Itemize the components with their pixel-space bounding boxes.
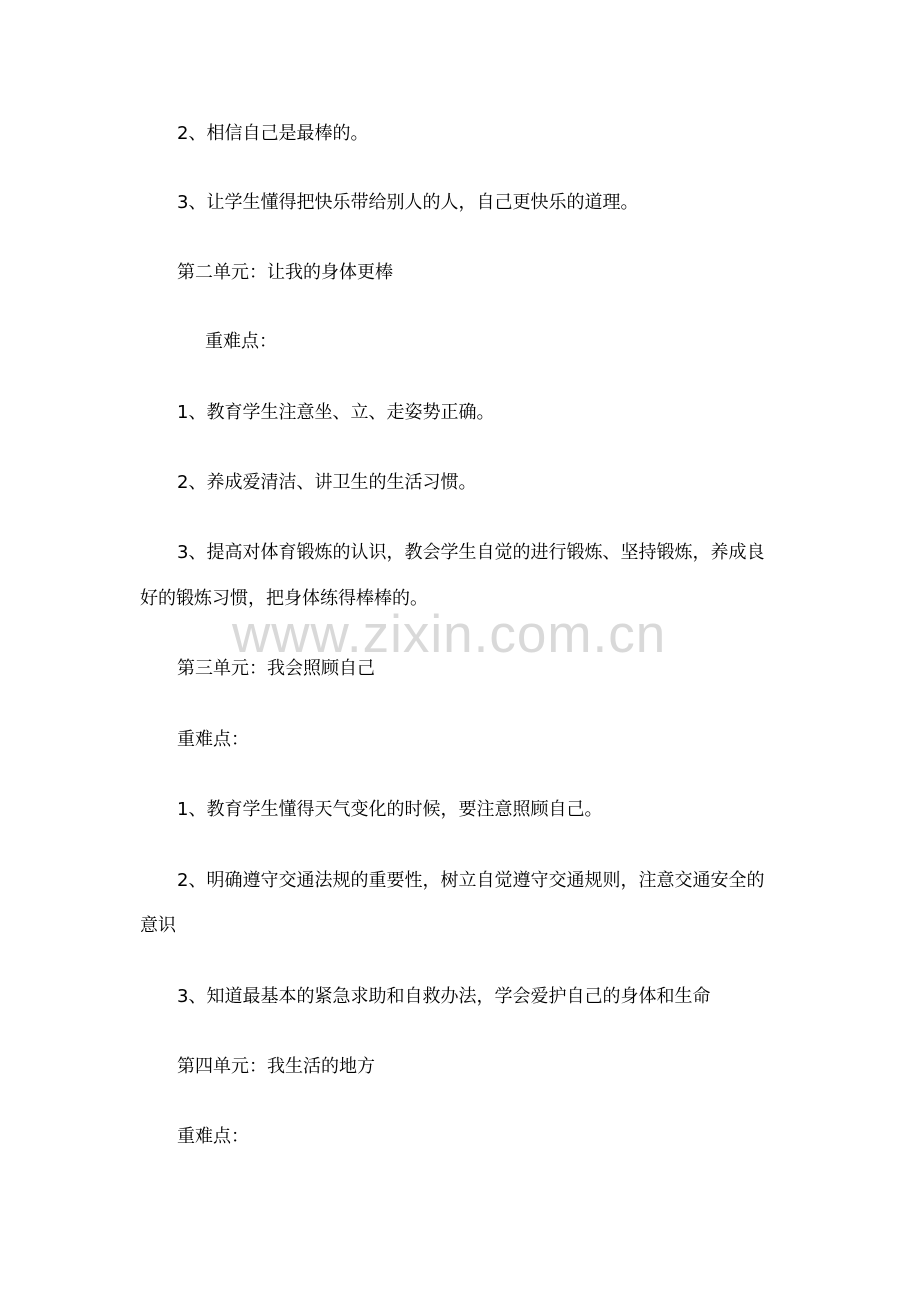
text-line: 好的锻炼习惯，把身体练得棒棒的。 <box>140 588 428 609</box>
subheading: 重难点： <box>177 1126 249 1147</box>
text-line: 1、教育学生注意坐、立、走姿势正确。 <box>177 402 495 423</box>
watermark: www.zixin.com.cn <box>232 605 667 664</box>
section-heading: 第三单元：我会照顾自己 <box>177 658 375 679</box>
section-heading: 第四单元：我生活的地方 <box>177 1056 375 1077</box>
text-line: 2、相信自己是最棒的。 <box>177 123 369 144</box>
text-line: 3、让学生懂得把快乐带给别人的人，自己更快乐的道理。 <box>177 192 639 213</box>
text-line: 3、提高对体育锻炼的认识，教会学生自觉的进行锻炼、坚持锻炼，养成良 <box>177 542 765 563</box>
section-heading: 第二单元：让我的身体更棒 <box>177 262 393 283</box>
text-line: 意识 <box>140 915 176 936</box>
subheading: 重难点： <box>205 331 277 352</box>
subheading: 重难点： <box>177 729 249 750</box>
text-line: 1、教育学生懂得天气变化的时候，要注意照顾自己。 <box>177 799 603 820</box>
text-line: 3、知道最基本的紧急求助和自救办法，学会爱护自己的身体和生命 <box>177 986 711 1007</box>
text-line: 2、明确遵守交通法规的重要性，树立自觉遵守交通规则，注意交通安全的 <box>177 870 765 891</box>
text-line: 2、养成爱清洁、讲卫生的生活习惯。 <box>177 472 477 493</box>
